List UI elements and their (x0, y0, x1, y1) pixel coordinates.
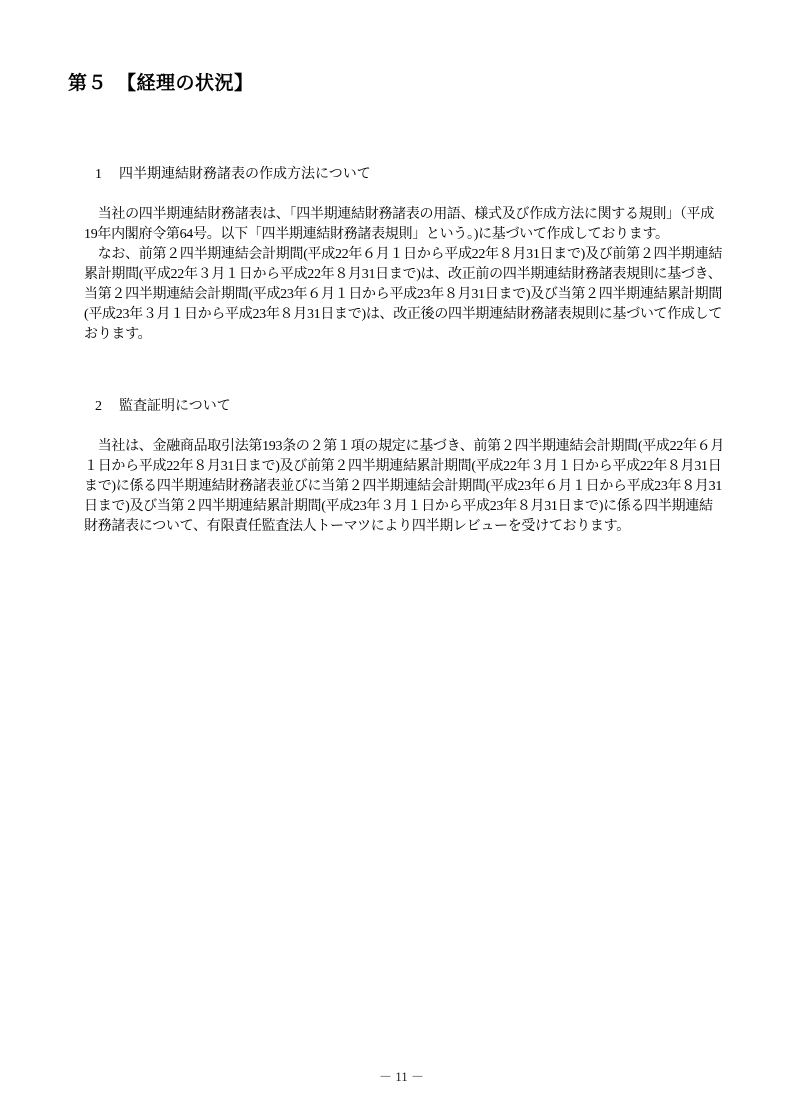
section-number: 1 (95, 167, 102, 182)
body-line: まで)に係る四半期連結財務諸表並びに当第２四半期連結会計期間(平成23年６月１日から平成23年８月31 (84, 479, 723, 494)
document-title: 第５ 【経理の状況】 (68, 73, 254, 94)
section-body (84, 437, 750, 537)
body-line: (平成23年３月１日から平成23年８月31日まで)は、改正後の四半期連結財務諸表規則に基づいて作成して (84, 307, 723, 322)
section-number: 2 (95, 399, 102, 414)
body-line: なお、前第２四半期連結会計期間(平成22年６月１日から平成22年８月31日まで)及び前第２四半期連結 (84, 247, 723, 262)
section-heading (74, 145, 750, 205)
section-title: 四半期連結財務諸表の作成方法について (119, 167, 371, 182)
body-line: 当社の四半期連結財務諸表は、「四半期連結財務諸表の用語、様式及び作成方法に関する規則」（平成 (84, 207, 714, 222)
body-line: １日から平成22年８月31日まで)及び前第２四半期連結累計期間(平成22年３月１日から平成22年８月31日 (84, 459, 722, 474)
body-line: おります。 (84, 327, 152, 342)
page-number: － 11 － (378, 1069, 425, 1084)
body-line: 日まで)及び当第２四半期連結累計期間(平成23年３月１日から平成23年８月31日まで)に係る四半期連結 (84, 499, 713, 514)
body-line: 累計期間(平成22年３月１日から平成22年８月31日まで)は、改正前の四半期連結財務諸表規則に基づき、 (84, 267, 722, 282)
section-title: 監査証明について (119, 399, 231, 414)
body-line: 当第２四半期連結会計期間(平成23年６月１日から平成23年８月31日まで)及び当第２四半期連結累計期間 (84, 287, 723, 302)
section-heading (74, 377, 750, 437)
section-audit-certification (68, 377, 750, 537)
body-line: 当社は、金融商品取引法第193条の２第１項の規定に基づき、前第２四半期連結会計期間(平成22年６月 (84, 439, 725, 454)
section-accounting-policy (68, 145, 750, 345)
page-footer (0, 1050, 790, 1104)
body-line: 19年内閣府令第64号。以下「四半期連結財務諸表規則」という。)に基づいて作成しております。 (84, 227, 669, 242)
section-body (84, 205, 750, 345)
body-line: 財務諸表について、有限責任監査法人トーマツにより四半期レビューを受けております。 (84, 519, 630, 534)
